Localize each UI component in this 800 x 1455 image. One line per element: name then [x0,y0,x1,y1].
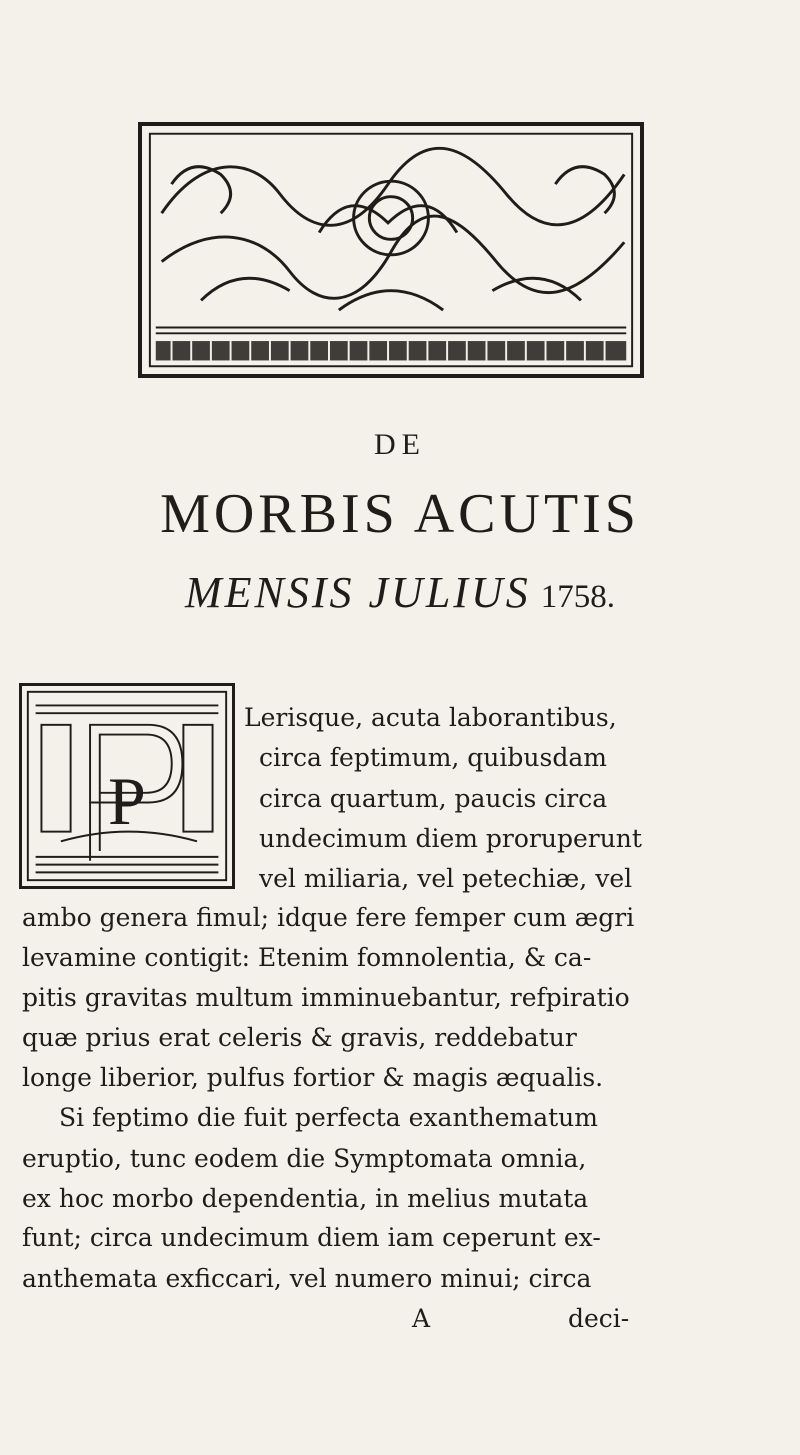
body-line: Si feptimo die fuit perfecta exanthematum [59,1103,598,1132]
subtitle-year: 1758. [540,579,615,615]
body-line: undecimum diem proruperunt [259,824,642,853]
signature-mark: A [412,1304,431,1333]
ornamental-headpiece [138,122,644,378]
body-line: quæ prius erat celeris & gravis, reddebatur [22,1023,577,1052]
subtitle-month: MENSIS JULIUS [185,568,531,617]
title-preposition: DE [374,428,426,461]
headpiece-ornament [142,126,640,374]
body-line: circa quartum, paucis circa [259,784,608,813]
body-line: pitis gravitas multum imminuebantur, refpiratio [22,983,630,1012]
body-line: Lerisque, acuta laborantibus, [244,703,617,732]
page-title: MORBIS ACUTIS [160,483,640,545]
body-line: ex hoc morbo dependentia, in melius mutata [22,1184,589,1213]
body-line: circa feptimum, quibusdam [259,743,607,772]
body-line: eruptio, tunc eodem die Symptomata omnia, [22,1144,587,1173]
body-line: longe liberior, pulfus fortior & magis æqualis. [22,1063,604,1092]
decorated-initial-ornament [22,686,232,886]
body-line: vel miliaria, vel petechiæ, vel [259,864,633,893]
body-line: anthemata exficcari, vel numero minui; circa [22,1264,592,1293]
body-line: levamine contigit: Etenim fomnolentia, & ca- [22,943,592,972]
body-line: ambo genera fimul; idque fere femper cum ægri [22,903,635,932]
subtitle [0,567,800,618]
initial-letter: P [108,762,146,839]
decorated-initial [19,683,235,889]
body-line: funt; circa undecimum diem iam ceperunt ex- [22,1223,601,1252]
catchword: deci- [568,1304,630,1333]
